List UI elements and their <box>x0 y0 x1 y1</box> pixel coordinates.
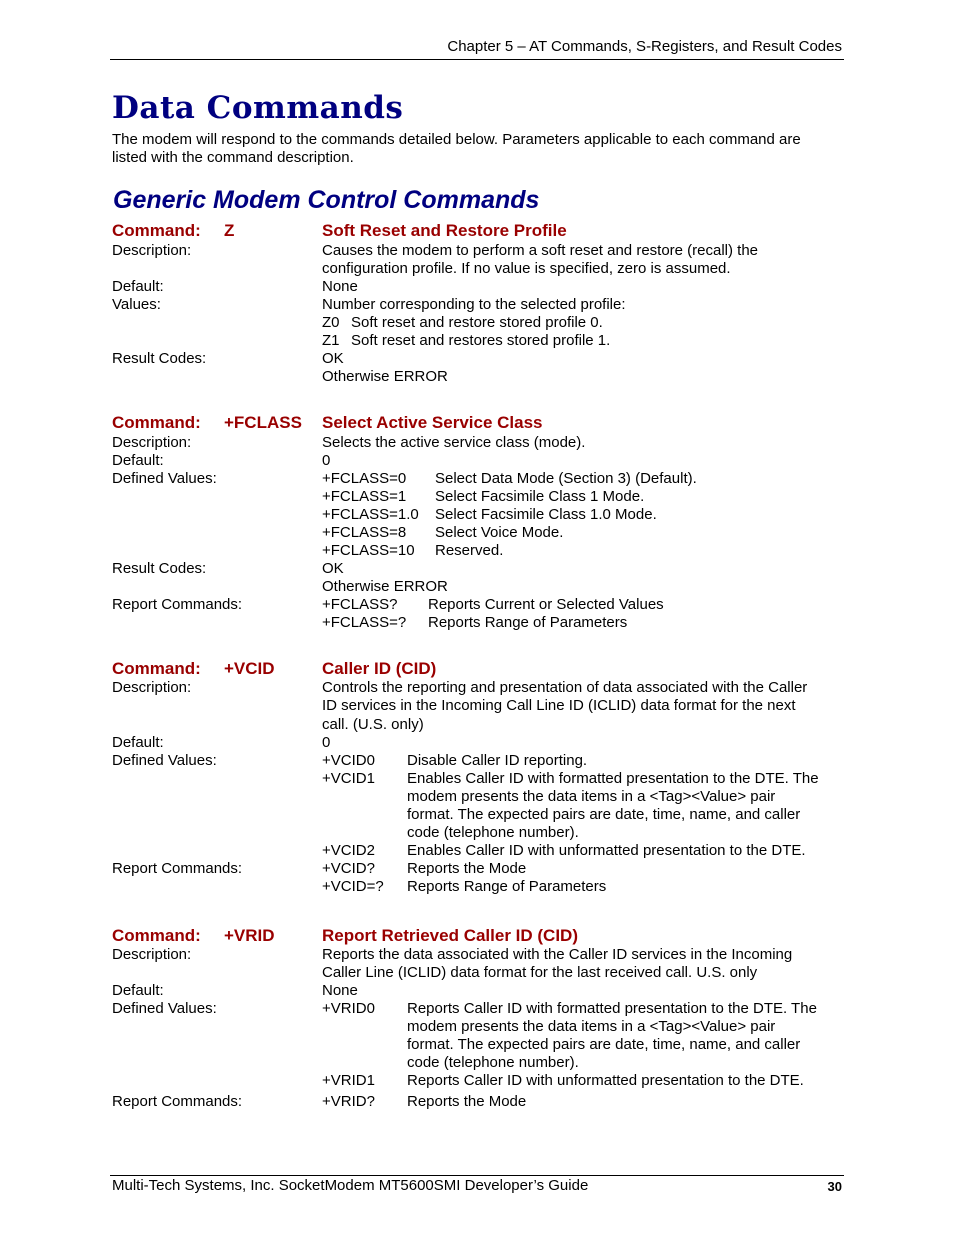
default-value: 0 <box>322 452 331 469</box>
option-code: +VRID1 <box>322 1072 375 1089</box>
section-heading: Generic Modem Control Commands <box>113 186 540 214</box>
option-desc: Soft reset and restore stored profile 0. <box>351 314 603 331</box>
page-title: Data Commands <box>112 90 404 126</box>
option-code: +VCID2 <box>322 842 375 859</box>
description-text: Caller Line (ICLID) data format for the last received call. U.S. only <box>322 964 758 981</box>
description-label: Description: <box>112 946 192 963</box>
description-text: configuration profile. If no value is specified, zero is assumed. <box>322 260 731 277</box>
option-desc: Disable Caller ID reporting. <box>407 752 588 769</box>
description-text: Selects the active service class (mode). <box>322 434 586 451</box>
default-label: Default: <box>112 982 164 999</box>
report-code: +VCID=? <box>322 878 384 895</box>
values-text: Number corresponding to the selected profile: <box>322 296 626 313</box>
command-name: Select Active Service Class <box>322 413 543 432</box>
footer-text: Multi-Tech Systems, Inc. SocketModem MT5600SMI Developer’s Guide <box>112 1177 589 1194</box>
result-codes-label: Result Codes: <box>112 560 207 577</box>
command-name: Soft Reset and Restore Profile <box>322 221 567 240</box>
option-desc: format. The expected pairs are date, time, name, and caller <box>407 806 801 823</box>
command-name: Caller ID (CID) <box>322 659 437 678</box>
report-commands-label: Report Commands: <box>112 860 243 877</box>
report-code: +VCID? <box>322 860 375 877</box>
command-code: Z <box>224 221 235 240</box>
report-code: +FCLASS? <box>322 596 398 613</box>
default-value: None <box>322 278 358 295</box>
option-desc: Select Data Mode (Section 3) (Default). <box>435 470 697 487</box>
description-label: Description: <box>112 434 192 451</box>
command-label: Command: <box>112 926 201 945</box>
report-code: +FCLASS=? <box>322 614 407 631</box>
report-desc: Reports Range of Parameters <box>407 878 607 895</box>
option-code: +VCID1 <box>322 770 375 787</box>
description-text: Controls the reporting and presentation of data associated with the Caller <box>322 679 808 696</box>
command-name: Report Retrieved Caller ID (CID) <box>322 926 578 945</box>
result-code: Otherwise ERROR <box>322 368 448 385</box>
description-text: call. (U.S. only) <box>322 716 424 733</box>
result-codes-label: Result Codes: <box>112 350 207 367</box>
description-label: Description: <box>112 679 192 696</box>
report-commands-label: Report Commands: <box>112 596 243 613</box>
result-code: OK <box>322 560 344 577</box>
header-rule <box>110 59 844 60</box>
command-code: +VCID <box>224 659 275 678</box>
option-code: +FCLASS=1.0 <box>322 506 419 523</box>
option-desc: code (telephone number). <box>407 824 579 841</box>
defined-values-label: Defined Values: <box>112 470 217 487</box>
default-label: Default: <box>112 278 164 295</box>
option-desc: Select Voice Mode. <box>435 524 564 541</box>
default-value: None <box>322 982 358 999</box>
command-label: Command: <box>112 413 201 432</box>
option-desc: Soft reset and restores stored profile 1. <box>351 332 611 349</box>
report-code: +VRID? <box>322 1093 375 1110</box>
report-desc: Reports Current or Selected Values <box>428 596 664 613</box>
option-code: Z1 <box>322 332 340 349</box>
option-desc: modem presents the data items in a <Tag><Value> pair <box>407 1018 776 1035</box>
option-code: +FCLASS=1 <box>322 488 407 505</box>
option-code: Z0 <box>322 314 340 331</box>
option-code: +FCLASS=10 <box>322 542 415 559</box>
defined-values-label: Defined Values: <box>112 752 217 769</box>
option-desc: Enables Caller ID with unformatted presentation to the DTE. <box>407 842 806 859</box>
command-code: +VRID <box>224 926 275 945</box>
intro-line: The modem will respond to the commands detailed below. Parameters applicable to each command are <box>112 131 801 148</box>
option-desc: format. The expected pairs are date, time, name, and caller <box>407 1036 801 1053</box>
running-header: Chapter 5 – AT Commands, S-Registers, and Result Codes <box>447 38 842 55</box>
option-desc: modem presents the data items in a <Tag><Value> pair <box>407 788 776 805</box>
option-code: +FCLASS=0 <box>322 470 407 487</box>
report-desc: Reports the Mode <box>407 860 527 877</box>
report-desc: Reports Range of Parameters <box>428 614 628 631</box>
default-value: 0 <box>322 734 331 751</box>
option-desc: Enables Caller ID with formatted presentation to the DTE. The <box>407 770 819 787</box>
option-code: +VRID0 <box>322 1000 375 1017</box>
intro-line: listed with the command description. <box>112 149 354 166</box>
command-label: Command: <box>112 659 201 678</box>
option-desc: Select Facsimile Class 1.0 Mode. <box>435 506 657 523</box>
default-label: Default: <box>112 734 164 751</box>
option-desc: Select Facsimile Class 1 Mode. <box>435 488 645 505</box>
result-code: OK <box>322 350 344 367</box>
option-code: +FCLASS=8 <box>322 524 407 541</box>
footer-rule <box>110 1175 844 1176</box>
result-code: Otherwise ERROR <box>322 578 448 595</box>
values-label: Values: <box>112 296 161 313</box>
option-code: +VCID0 <box>322 752 375 769</box>
option-desc: Reserved. <box>435 542 504 559</box>
defined-values-label: Defined Values: <box>112 1000 217 1017</box>
option-desc: Reports Caller ID with formatted presentation to the DTE. The <box>407 1000 817 1017</box>
command-code: +FCLASS <box>224 413 302 432</box>
report-commands-label: Report Commands: <box>112 1093 243 1110</box>
description-text: ID services in the Incoming Call Line ID (ICLID) data format for the next <box>322 697 796 714</box>
page-number: 30 <box>827 1179 842 1194</box>
option-desc: Reports Caller ID with unformatted presentation to the DTE. <box>407 1072 804 1089</box>
description-text: Causes the modem to perform a soft reset and restore (recall) the <box>322 242 759 259</box>
report-desc: Reports the Mode <box>407 1093 527 1110</box>
description-label: Description: <box>112 242 192 259</box>
option-desc: code (telephone number). <box>407 1054 579 1071</box>
command-label: Command: <box>112 221 201 240</box>
default-label: Default: <box>112 452 164 469</box>
description-text: Reports the data associated with the Caller ID services in the Incoming <box>322 946 793 963</box>
